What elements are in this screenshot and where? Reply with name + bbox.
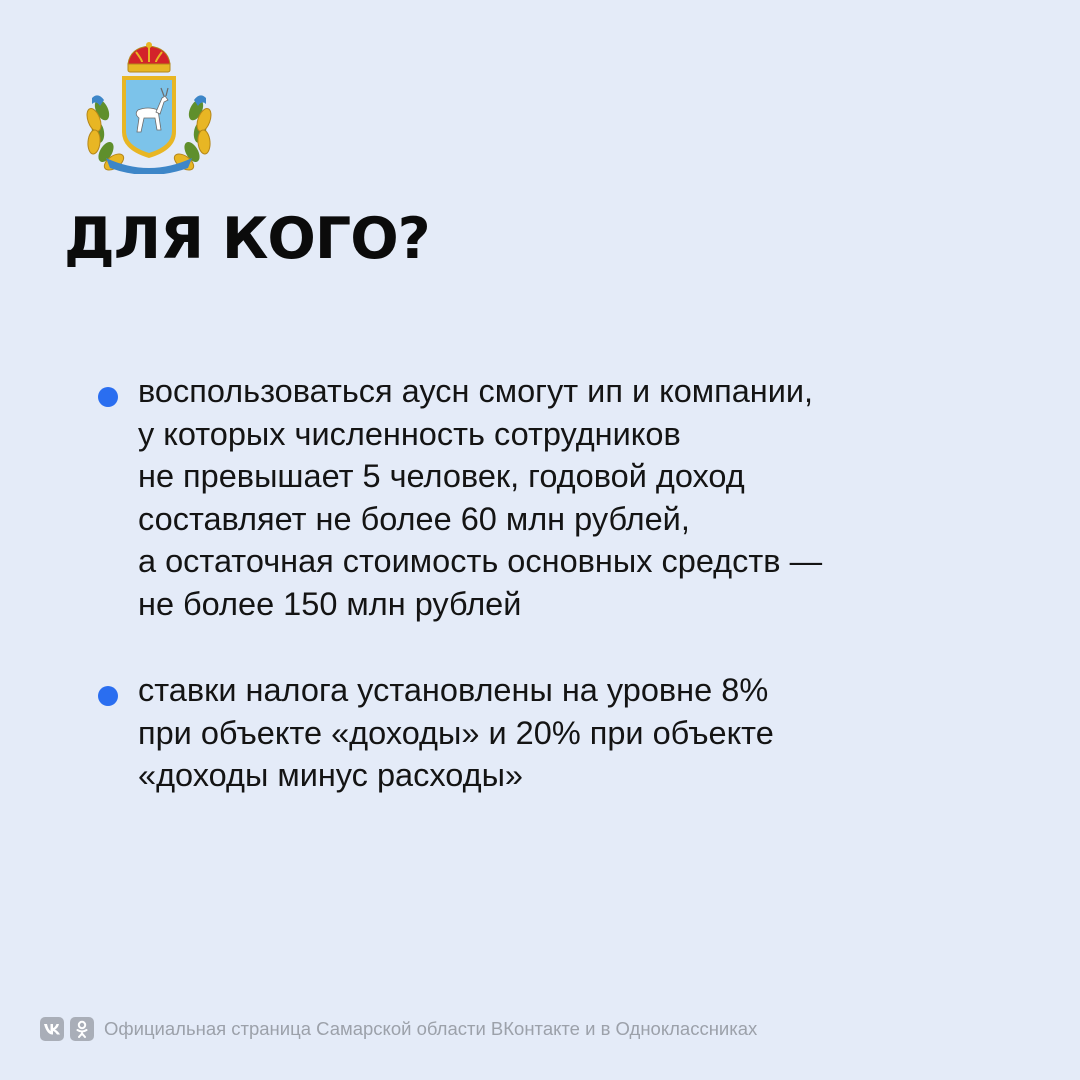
bullet-dot-icon xyxy=(98,387,118,407)
samara-coat-of-arms-icon xyxy=(84,40,214,174)
page-title: ДЛЯ КОГО? xyxy=(64,206,430,272)
footer-text: Официальная страница Самарской области ВКонтакте и в Одноклассниках xyxy=(104,1018,758,1039)
list-item-text: ставки налога установлены на уровне 8% при объекте «доходы» и 20% при объекте «доходы минус расходы» xyxy=(138,672,774,793)
list-item xyxy=(96,370,996,625)
odnoklassniki-icon xyxy=(70,1017,94,1041)
vk-icon xyxy=(40,1017,64,1041)
footer xyxy=(40,1016,757,1042)
bullet-dot-icon xyxy=(98,686,118,706)
list-item-text: воспользоваться аусн смогут ип и компании, у которых численность сотрудников не превышает 5 человек, годовой доход составляет не более 60 млн рублей, а остаточная стоимость основных средств — не более 150 млн рублей xyxy=(138,373,823,622)
criteria-list xyxy=(96,370,996,841)
list-item xyxy=(96,669,996,797)
